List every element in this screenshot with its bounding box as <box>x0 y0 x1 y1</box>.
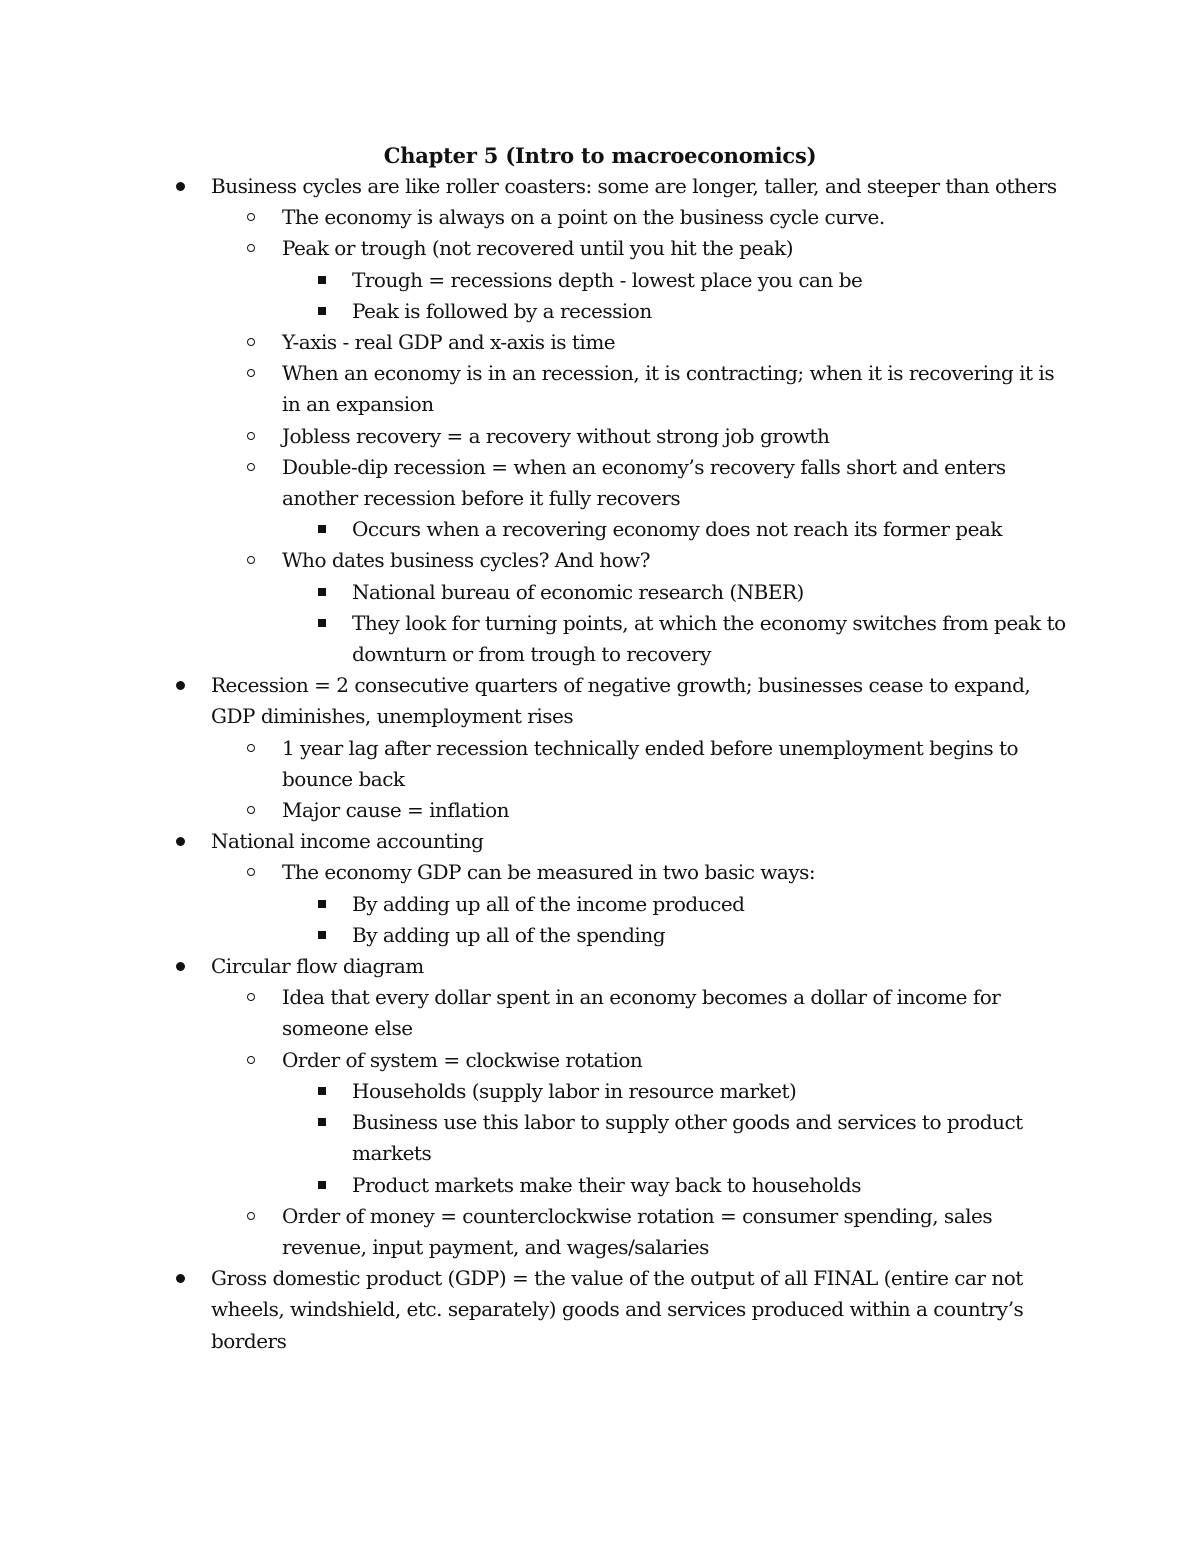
list-item-text: National income accounting <box>211 829 484 854</box>
bullet-square-icon <box>318 608 326 639</box>
list-item-text: The economy is always on a point on the business cycle curve. <box>282 205 885 230</box>
bullet-square-icon <box>318 1107 326 1138</box>
list-item-text: Major cause = inflation <box>282 798 509 823</box>
list-item <box>0 920 1072 951</box>
list-item <box>0 202 1072 233</box>
list-item <box>0 452 1072 514</box>
list-item-text: Business use this labor to supply other goods and services to product markets <box>352 1110 1023 1166</box>
list-item <box>0 296 1072 327</box>
list-item <box>0 421 1072 452</box>
list-item <box>0 545 1072 576</box>
bullet-disc-icon <box>176 670 185 701</box>
bullet-circle-icon <box>247 545 255 576</box>
list-item <box>0 951 1071 982</box>
page-title: Chapter 5 (Intro to macroeconomics) <box>383 143 817 168</box>
list-item-text: Peak or trough (not recovered until you hit the peak) <box>282 236 794 261</box>
list-item <box>0 1076 1072 1107</box>
list-item-text: Gross domestic product (GDP) = the value of the output of all FINAL (entire car not wheels, windshield, etc. separately) goods and services produced within a country’s borders <box>211 1266 1024 1353</box>
list-item-text: Who dates business cycles? And how? <box>282 548 651 573</box>
bullet-disc-icon <box>176 1263 185 1294</box>
bullet-circle-icon <box>247 982 255 1013</box>
bullet-disc-icon <box>176 171 185 202</box>
bullet-circle-icon <box>247 202 255 233</box>
bullet-circle-icon <box>247 452 255 483</box>
list-item <box>0 1263 1071 1357</box>
list-item-text: When an economy is in an recession, it is contracting; when it is recovering it is in an expansion <box>282 361 1055 417</box>
bullet-square-icon <box>318 920 326 951</box>
list-item <box>0 1045 1072 1076</box>
bullet-circle-icon <box>247 233 255 264</box>
list-item-text: Recession = 2 consecutive quarters of negative growth; businesses cease to expand, GDP diminishes, unemployment rises <box>211 673 1031 729</box>
list-item <box>0 733 1072 795</box>
bullet-disc-icon <box>176 826 185 857</box>
list-item-text: National bureau of economic research (NBER) <box>352 579 804 604</box>
list-item-text: Trough = recessions depth - lowest place you can be <box>352 267 863 292</box>
list-item-text: They look for turning points, at which the economy switches from peak to downturn or from trough to recovery <box>352 610 1066 667</box>
bullet-circle-icon <box>247 421 255 452</box>
list-item <box>0 358 1072 420</box>
list-item <box>0 327 1072 358</box>
list-item-text: Product markets make their way back to households <box>352 1172 861 1197</box>
list-item <box>0 857 1072 888</box>
notes-list <box>0 171 1200 1357</box>
list-item <box>0 826 1071 857</box>
list-item <box>0 670 1071 732</box>
bullet-circle-icon <box>247 733 255 764</box>
list-item <box>0 265 1072 296</box>
bullet-square-icon <box>318 1076 326 1107</box>
list-item-text: Order of money = counterclockwise rotation = consumer spending, sales revenue, input payment, and wages/salaries <box>282 1203 993 1259</box>
bullet-square-icon <box>318 577 326 608</box>
list-item-text: By adding up all of the spending <box>352 922 666 947</box>
list-item <box>0 577 1072 608</box>
list-item <box>0 795 1072 826</box>
bullet-circle-icon <box>247 1045 255 1076</box>
list-item <box>0 608 1072 670</box>
list-item-text: 1 year lag after recession technically ended before unemployment begins to bounce back <box>282 735 1019 791</box>
bullet-square-icon <box>318 514 326 545</box>
bullet-circle-icon <box>247 358 255 389</box>
list-item <box>0 982 1072 1044</box>
list-item-text: Business cycles are like roller coasters: some are longer, taller, and steeper than others <box>211 174 1057 198</box>
list-item-text: Jobless recovery = a recovery without strong job growth <box>282 423 830 448</box>
list-item-text: Idea that every dollar spent in an economy becomes a dollar of income for someone else <box>282 985 1001 1041</box>
list-item <box>0 171 1071 202</box>
list-item-text: By adding up all of the income produced <box>352 891 745 916</box>
bullet-circle-icon <box>247 857 255 888</box>
bullet-disc-icon <box>176 951 185 982</box>
list-item-text: Order of system = clockwise rotation <box>282 1047 643 1072</box>
bullet-circle-icon <box>247 795 255 826</box>
list-item-text: Circular flow diagram <box>211 954 424 979</box>
list-item <box>0 1201 1072 1263</box>
bullet-square-icon <box>318 889 326 920</box>
list-item <box>0 1107 1072 1169</box>
list-item <box>0 889 1072 920</box>
list-item-text: The economy GDP can be measured in two basic ways: <box>282 860 816 885</box>
list-item-text: Households (supply labor in resource market) <box>352 1078 797 1103</box>
bullet-circle-icon <box>247 1201 255 1232</box>
bullet-square-icon <box>318 265 326 296</box>
list-item-text: Peak is followed by a recession <box>352 298 652 323</box>
list-item-text: Y-axis - real GDP and x-axis is time <box>282 330 616 355</box>
list-item <box>0 514 1072 545</box>
bullet-square-icon <box>318 1170 326 1201</box>
list-item <box>0 233 1072 264</box>
list-item-text: Occurs when a recovering economy does not reach its former peak <box>352 517 1002 542</box>
bullet-square-icon <box>318 296 326 327</box>
list-item-text: Double-dip recession = when an economy’s recovery falls short and enters another recession before it fully recovers <box>282 454 1006 511</box>
bullet-circle-icon <box>247 327 255 358</box>
list-item <box>0 1170 1072 1201</box>
